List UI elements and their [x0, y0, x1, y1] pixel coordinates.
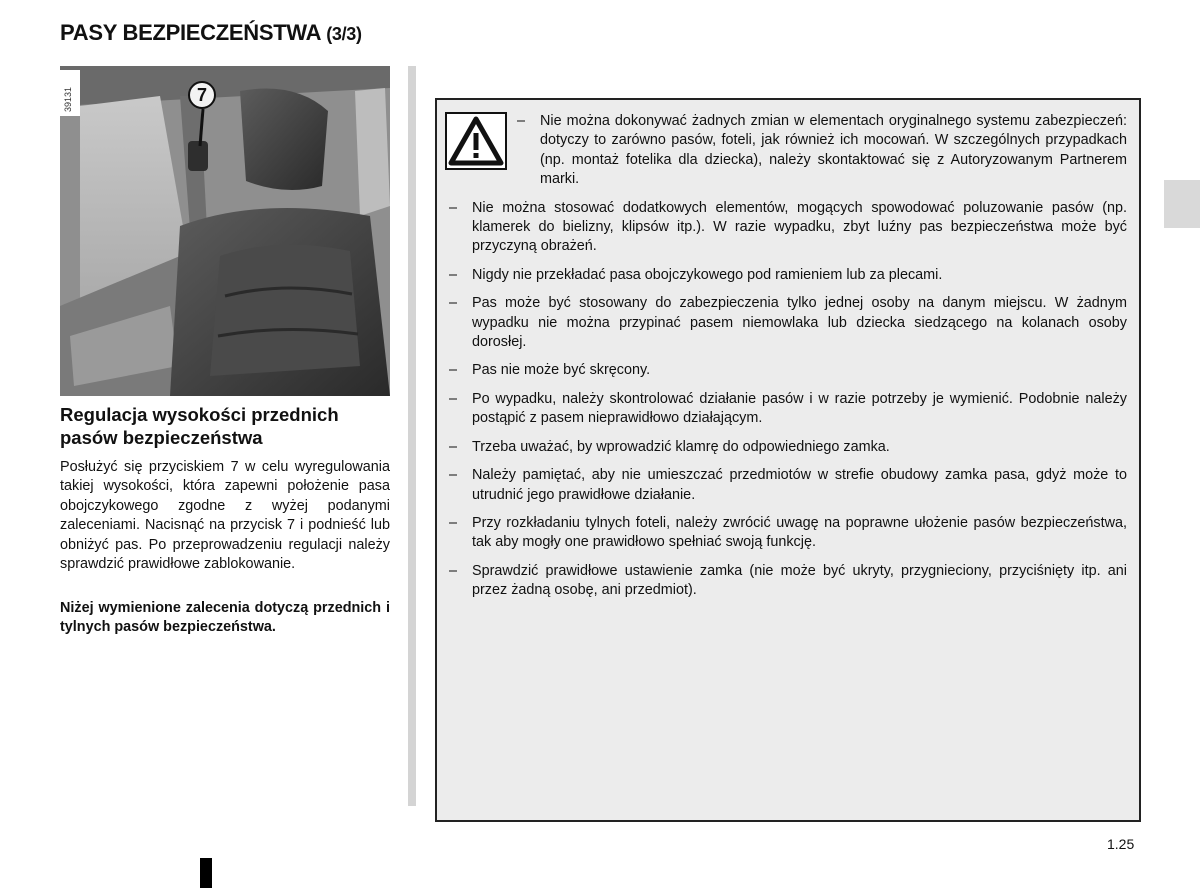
section-note: Niżej wymienione zalecenia dotyczą przednich i tylnych pasów bezpieczeństwa.	[60, 600, 390, 636]
warning-item: – Należy pamiętać, aby nie umieszczać przedmiotów w strefie obudowy zamka pasa, gdyż może to utrudnić jego prawidłowe działanie.	[447, 466, 1127, 505]
warning-item: – Sprawdzić prawidłowe ustawienie zamka (nie może być ukryty, przygnieciony, przyciśnięty itp. ani przez żadną osobę, ani przedmiot).	[447, 562, 1127, 601]
page-edge-mark	[200, 858, 212, 888]
chapter-tab	[1164, 180, 1200, 228]
warning-item: – Po wypadku, należy skontrolować działanie pasów i w razie potrzeby je wymienić. Podobnie należy postąpić z pasem nieprawidłowo działającym.	[447, 390, 1127, 429]
callout-7: 7	[188, 81, 216, 109]
column-divider	[408, 66, 416, 806]
seat-photo	[60, 66, 390, 396]
page-title	[60, 20, 362, 46]
page-title-part: (3/3)	[326, 24, 362, 44]
warning-item: – Pas nie może być skręcony.	[447, 361, 1127, 380]
warning-item: – Nie można dokonywać żadnych zmian w elementach oryginalnego systemu zabezpieczeń: dotyczy to zarówno pasów, foteli, jak również ich mocowań. W szczególnych przypadkach (np. montaż fotelika dla dziecka), należy skontaktować się z Autoryzowanym Partnerem marki.	[515, 112, 1127, 190]
warning-item: – Pas może być stosowany do zabezpieczenia tylko jednej osoby na danym miejscu. W żadnym wypadku nie można przypinać pasem niemowlaka lub dziecka siedzącego na kolanach osoby dorosłej.	[447, 294, 1127, 352]
figure-code: 39131	[60, 70, 80, 116]
warning-list	[447, 112, 1127, 610]
seat-illustration	[60, 66, 390, 396]
warning-item: – Nigdy nie przekładać pasa obojczykowego pod ramieniem lub za plecami.	[447, 266, 1127, 285]
page-title-main: PASY BEZPIECZEŃSTWA	[60, 20, 321, 45]
warning-item: – Trzeba uważać, by wprowadzić klamrę do odpowiedniego zamka.	[447, 438, 1127, 457]
section-heading: Regulacja wysokości przednich pasów bezpieczeństwa	[60, 404, 339, 448]
section-body: Posłużyć się przyciskiem 7 w celu wyregulowania takiej wysokości, która zapewni położenie pasa obojczykowego zgodne z wyżej podanymi zaleceniami. Nacisnąć na przycisk 7 i podnieść lub obniżyć pas. Po przeprowadzeniu regulacji należy sprawdzić prawidłowe zablokowanie.	[60, 459, 390, 573]
page-number: 1.25	[1107, 836, 1135, 852]
warning-item: – Przy rozkładaniu tylnych foteli, należy zwrócić uwagę na poprawne ułożenie pasów bezpieczeństwa, tak aby mogły one prawidłowo spełniać swoją funkcję.	[447, 514, 1127, 553]
warning-item: – Nie można stosować dodatkowych elementów, mogących spowodować poluzowanie pasów (np. klamerek do bielizny, klipsów itp.). W razie wypadku, zbyt luźny pas bezpieczeństwa może być przyczyną obrażeń.	[447, 199, 1127, 257]
